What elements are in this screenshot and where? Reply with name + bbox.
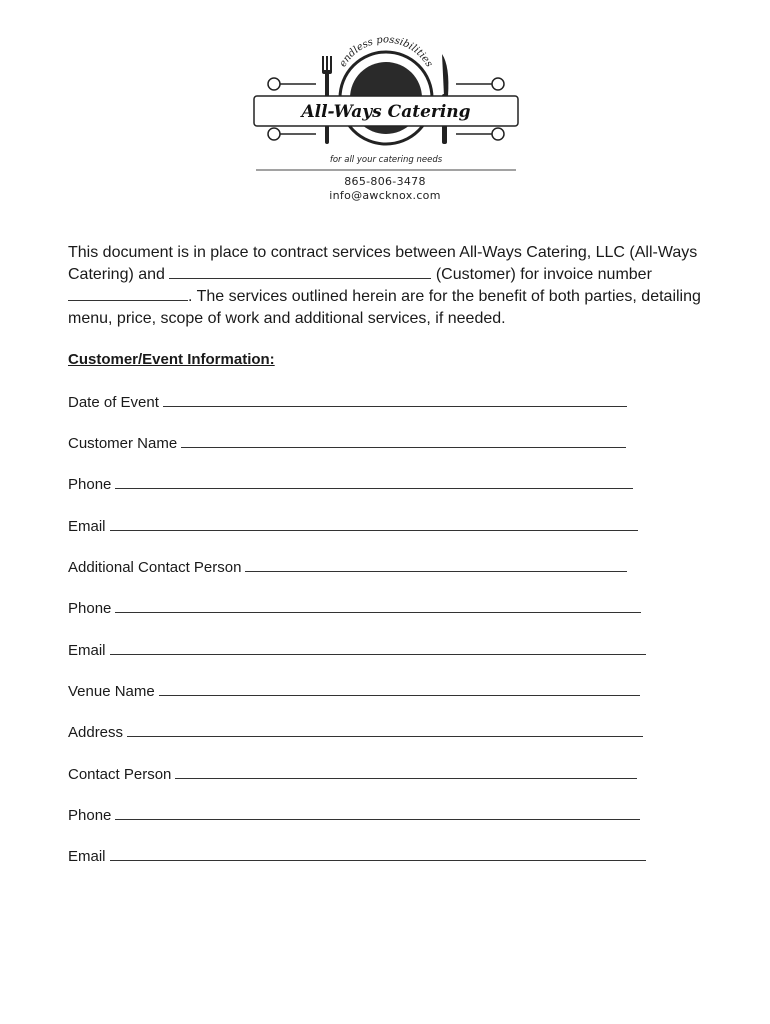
field-additional-email	[68, 641, 646, 659]
field-label: Email	[68, 518, 106, 535]
invoice-number-blank[interactable]	[68, 286, 188, 301]
field-label: Additional Contact Person	[68, 559, 242, 576]
customer-name-blank[interactable]	[169, 264, 431, 279]
field-email	[68, 517, 638, 535]
field-address	[68, 723, 643, 741]
contact-email: info@awcknox.com	[329, 189, 441, 202]
field-blank[interactable]	[181, 434, 626, 448]
intro-text-3: . The services outlined herein are for the benefit of both parties, detailing menu, price, scope of work and additional services, if needed.	[68, 288, 701, 327]
field-additional-phone	[68, 599, 641, 617]
field-venue-email	[68, 847, 646, 865]
field-blank[interactable]	[115, 475, 633, 489]
field-blank[interactable]	[110, 847, 646, 861]
contact-phone: 865-806-3478	[344, 175, 426, 188]
field-blank[interactable]	[175, 765, 637, 779]
field-venue-contact-person	[68, 765, 637, 783]
field-blank[interactable]	[110, 641, 646, 655]
intro-text-2: (Customer) for invoice number	[431, 266, 652, 283]
field-label: Customer Name	[68, 435, 178, 452]
field-label: Date of Event	[68, 394, 159, 411]
field-blank[interactable]	[127, 723, 643, 737]
field-label: Email	[68, 642, 106, 659]
field-label: Phone	[68, 476, 112, 493]
field-label: Email	[68, 848, 106, 865]
field-venue-phone	[68, 806, 640, 824]
field-label: Address	[68, 724, 124, 741]
field-blank[interactable]	[115, 599, 641, 613]
field-customer-name	[68, 434, 626, 452]
field-label: Venue Name	[68, 683, 155, 700]
field-venue-name	[68, 682, 640, 700]
logo-tagline-bottom: for all your catering needs	[329, 155, 443, 165]
field-label: Phone	[68, 807, 112, 824]
field-blank[interactable]	[115, 806, 640, 820]
field-additional-contact-person	[68, 558, 627, 576]
all-ways-catering-logo	[246, 36, 526, 176]
field-blank[interactable]	[163, 393, 627, 407]
logo-tagline-top: endless possibilities	[337, 36, 435, 70]
field-label: Contact Person	[68, 766, 172, 783]
field-label: Phone	[68, 600, 112, 617]
field-blank[interactable]	[245, 558, 627, 572]
field-phone	[68, 475, 633, 493]
intro-text-1: This document is in place to contract services between All-Ways Catering, LLC (All-Ways Catering) and	[68, 244, 698, 283]
intro-paragraph	[68, 242, 718, 330]
field-blank[interactable]	[159, 682, 640, 696]
field-blank[interactable]	[110, 517, 638, 531]
section-title: Customer/Event Information:	[68, 351, 275, 368]
logo-brand-name: All-Ways Catering	[301, 102, 471, 122]
field-date-of-event	[68, 393, 627, 411]
